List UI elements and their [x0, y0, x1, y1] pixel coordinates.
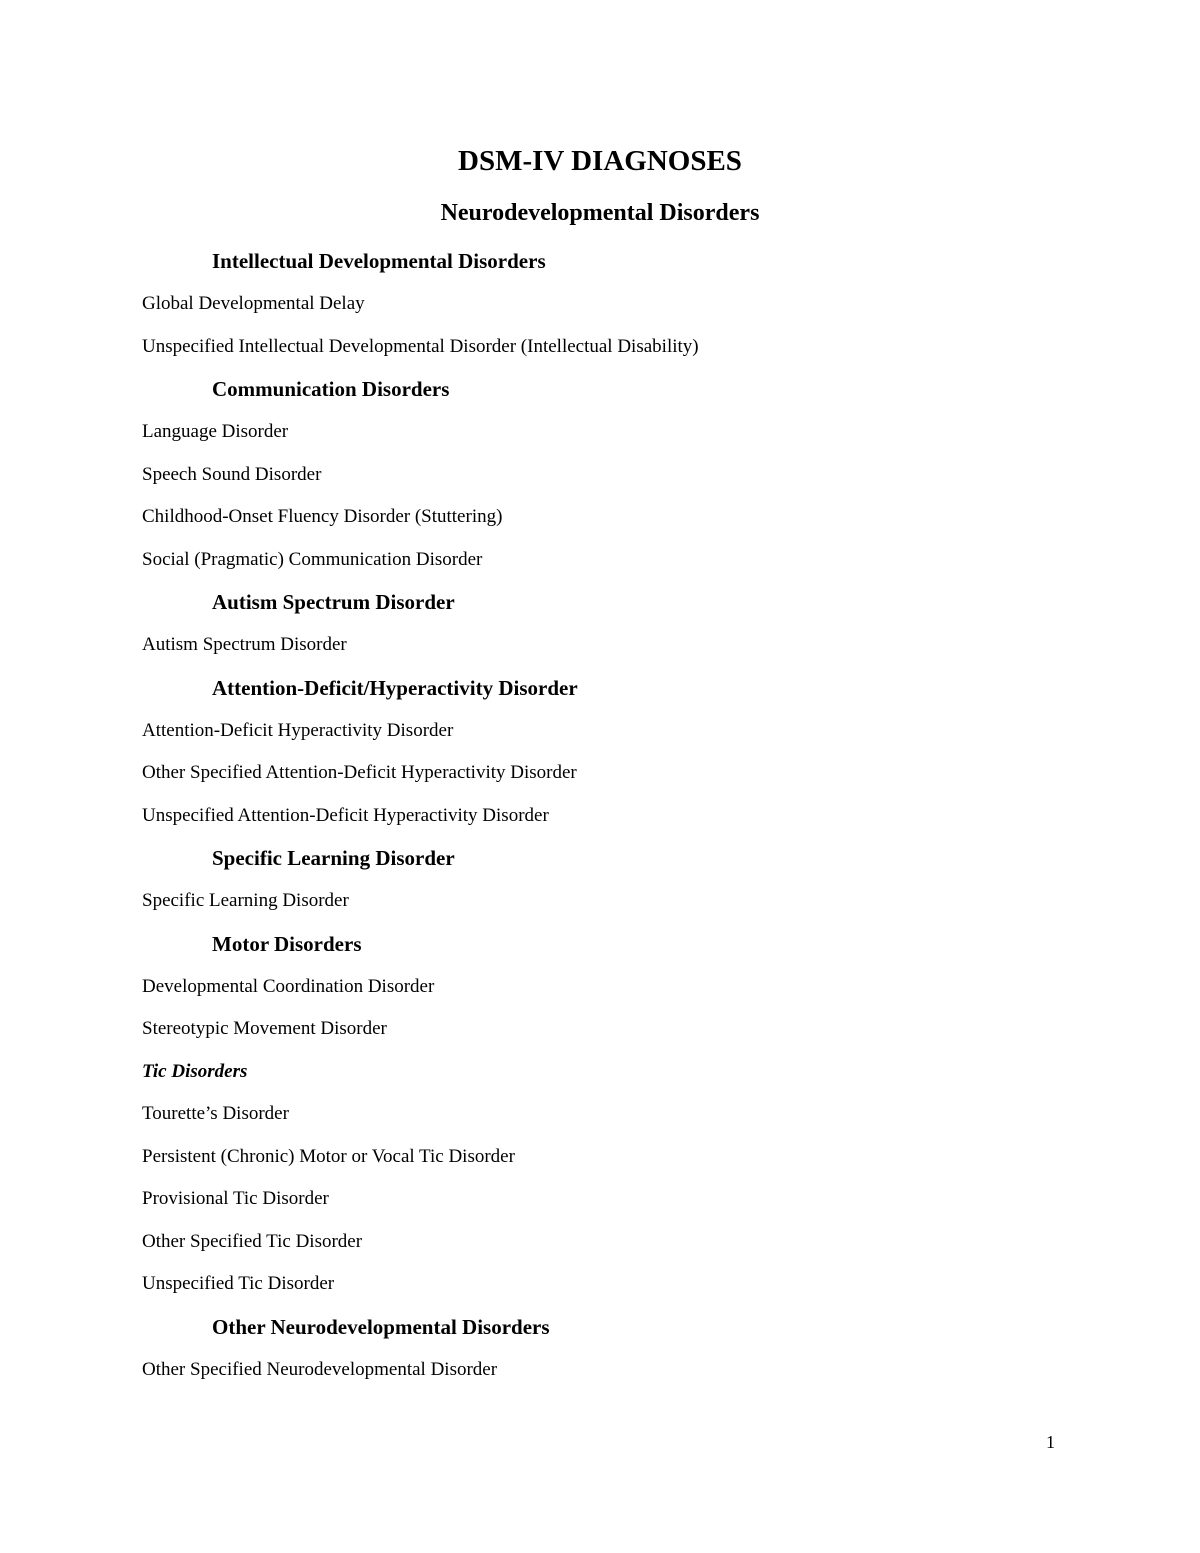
- section-attention-deficit-hyperactivity-disorder: [142, 672, 1102, 843]
- section-heading: Specific Learning Disorder: [212, 846, 455, 870]
- list-item: Unspecified Attention-Deficit Hyperactivity Disorder: [142, 804, 549, 826]
- section-heading: Motor Disorders: [212, 931, 362, 956]
- list-item: Social (Pragmatic) Communication Disorder: [142, 548, 483, 570]
- list-item: Other Specified Neurodevelopmental Disorder: [142, 1358, 498, 1380]
- document-title: DSM-IV DIAGNOSES: [458, 145, 742, 177]
- section-heading: Other Neurodevelopmental Disorders: [212, 1314, 550, 1339]
- section-heading: Communication Disorders: [212, 377, 450, 401]
- section-motor-disorders: [142, 928, 1102, 1311]
- section-heading: Autism Spectrum Disorder: [212, 590, 455, 614]
- section-heading: Intellectual Developmental Disorders: [212, 249, 546, 273]
- list-item: Developmental Coordination Disorder: [142, 975, 435, 997]
- list-item: Stereotypic Movement Disorder: [142, 1018, 387, 1039]
- list-item: Attention-Deficit Hyperactivity Disorder: [142, 719, 454, 741]
- list-item: Specific Learning Disorder: [142, 890, 349, 911]
- list-item: Other Specified Tic Disorder: [142, 1230, 363, 1252]
- list-item: Other Specified Attention-Deficit Hyperactivity Disorder: [142, 762, 577, 783]
- list-item: Global Developmental Delay: [142, 293, 365, 314]
- list-item: Speech Sound Disorder: [142, 463, 322, 485]
- section-other-neurodevelopmental-disorders: [142, 1311, 1102, 1397]
- list-item: Tourette’s Disorder: [142, 1103, 289, 1124]
- list-item: Language Disorder: [142, 421, 289, 442]
- list-item: Provisional Tic Disorder: [142, 1188, 329, 1209]
- section-specific-learning-disorder: [142, 842, 1102, 928]
- section-heading: Attention-Deficit/Hyperactivity Disorder: [212, 675, 578, 700]
- page-number: 1: [1046, 1432, 1055, 1452]
- list-item: Persistent (Chronic) Motor or Vocal Tic Disorder: [142, 1145, 515, 1167]
- diagnosis-list: [142, 245, 1102, 1396]
- section-autism-spectrum-disorder: [142, 586, 1102, 672]
- subsection-heading-tic-disorders: Tic Disorders: [142, 1060, 248, 1082]
- document-subtitle: Neurodevelopmental Disorders: [440, 200, 760, 226]
- list-item: Unspecified Tic Disorder: [142, 1273, 335, 1294]
- list-item: Unspecified Intellectual Developmental Disorder (Intellectual Disability): [142, 335, 699, 357]
- section-communication-disorders: [142, 373, 1102, 586]
- list-item: Autism Spectrum Disorder: [142, 634, 347, 655]
- list-item: Childhood-Onset Fluency Disorder (Stuttering): [142, 506, 503, 527]
- section-intellectual-developmental-disorders: [142, 245, 1102, 373]
